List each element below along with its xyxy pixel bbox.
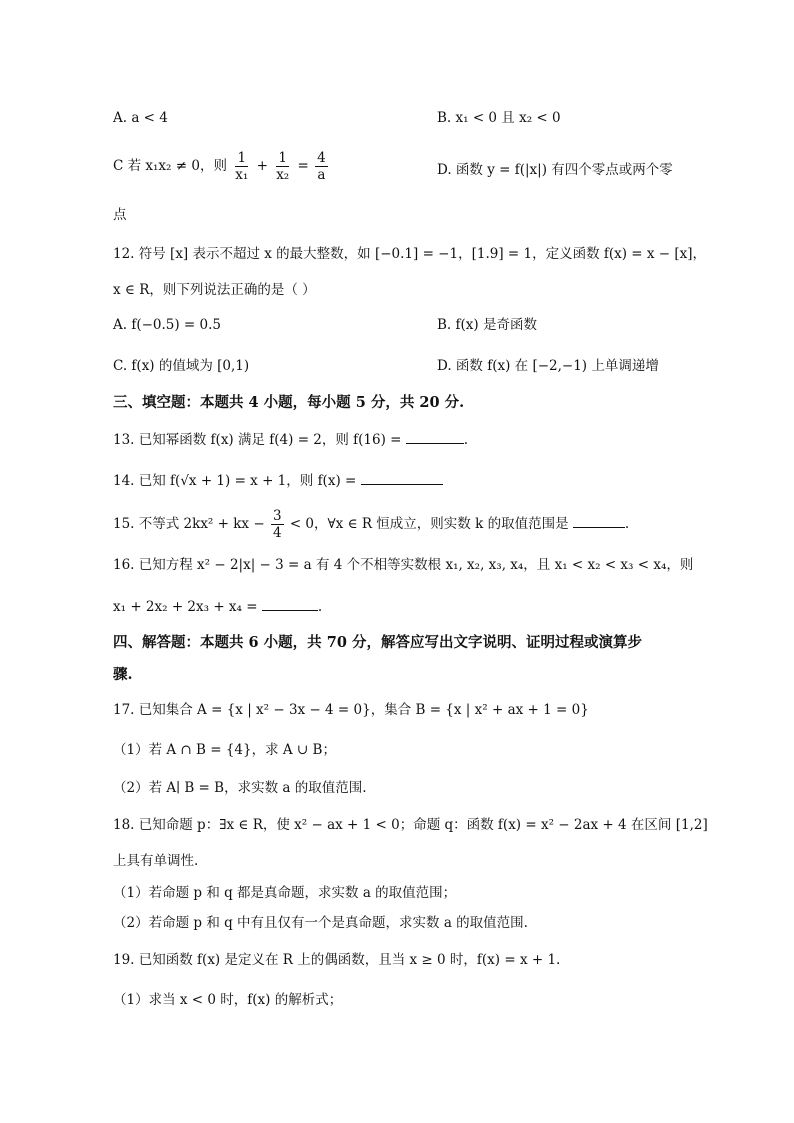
- q11-fraction-1: [233, 150, 250, 183]
- q17-part2: （2）若 A∣ B = B，求实数 a 的取值范围.: [113, 780, 367, 796]
- q18-stem-line1: 18. 已知命题 p：∃x ∈ R，使 x² − ax + 1 < 0；命题 q：函数 f(x) = x² − 2ax + 4 在区间 [1,2]: [113, 817, 708, 833]
- section-heading-answer-questions-continued: 骤.: [113, 666, 133, 683]
- q16-period: .: [317, 599, 323, 615]
- plus-sign: +: [256, 158, 268, 174]
- q11-option-c-text: C 若 x₁x₂ ≠ 0，则: [113, 158, 227, 174]
- q11-fraction-2: [274, 150, 291, 183]
- q11-option-d-continued: 点: [113, 207, 127, 223]
- q15-fraction: [271, 508, 284, 541]
- q19-stem: 19. 已知函数 f(x) 是定义在 R 上的偶函数，且当 x ≥ 0 时，f(x) = x + 1.: [113, 952, 561, 968]
- q16-stem-line2: [113, 596, 322, 617]
- q15-answer-blank[interactable]: [573, 513, 625, 528]
- section-heading-fill-in: 三、填空题：本题共 4 小题，每小题 5 分，共 20 分.: [113, 394, 465, 411]
- fraction-numerator: 1: [278, 150, 287, 166]
- q12-option-d: D. 函数 f(x) 在 [−2,−1) 上单调递增: [437, 358, 659, 374]
- equals-sign: =: [297, 158, 309, 174]
- q12-stem-line2: x ∈ R，则下列说法正确的是（ ）: [113, 282, 316, 298]
- q14-text: 14. 已知 f(√x + 1) = x + 1，则 f(x) =: [113, 473, 357, 489]
- q16-expression: x₁ + 2x₂ + 2x₃ + x₄ =: [113, 599, 258, 615]
- q17-stem: 17. 已知集合 A = {x | x² − 3x − 4 = 0}，集合 B = {x | x² + ax + 1 = 0}: [113, 702, 589, 718]
- q13: [113, 429, 468, 450]
- fraction-numerator: 1: [237, 150, 247, 166]
- q15: [113, 508, 629, 541]
- fraction-numerator: 4: [317, 150, 326, 166]
- q14: [113, 470, 443, 491]
- q11-option-b: B. x₁ < 0 且 x₂ < 0: [437, 110, 561, 126]
- q12-option-c: C. f(x) 的值域为 [0,1): [113, 358, 250, 374]
- q13-period: .: [463, 432, 469, 448]
- fraction-denominator: 4: [272, 525, 282, 541]
- q17-part1: （1）若 A ∩ B = {4}，求 A ∪ B；: [113, 742, 336, 758]
- q16-stem-line1: 16. 已知方程 x² − 2|x| − 3 = a 有 4 个不相等实数根 x₁, x₂, x₃, x₄，且 x₁ < x₂ < x₃ < x₄，则: [113, 557, 694, 573]
- q12-option-a: A. f(−0.5) = 0.5: [113, 317, 222, 333]
- q19-part1: （1）求当 x < 0 时，f(x) 的解析式；: [113, 992, 343, 1008]
- fraction-denominator: a: [317, 167, 326, 183]
- q14-answer-blank[interactable]: [361, 470, 443, 485]
- q18-stem-line2: 上具有单调性.: [113, 853, 199, 869]
- q11-option-a: A. a < 4: [113, 110, 168, 126]
- q15-text-post: < 0，∀x ∈ R 恒成立，则实数 k 的取值范围是: [289, 516, 569, 532]
- q13-answer-blank[interactable]: [406, 429, 464, 444]
- q12-option-b: B. f(x) 是奇函数: [437, 317, 537, 333]
- section-heading-answer-questions: 四、解答题：本题共 6 小题，共 70 分，解答应写出文字说明、证明过程或演算步: [113, 634, 642, 651]
- q13-text: 13. 已知幂函数 f(x) 满足 f(4) = 2，则 f(16) =: [113, 432, 402, 448]
- fraction-denominator: x₂: [276, 167, 290, 183]
- fraction-denominator: x₁: [235, 167, 249, 183]
- fraction-numerator: 3: [272, 508, 282, 524]
- q11-option-d: D. 函数 y = f(|x|) 有四个零点或两个零: [437, 162, 673, 178]
- q15-text-pre: 15. 不等式 2kx² + kx −: [113, 516, 265, 532]
- q11-fraction-3: [315, 150, 328, 183]
- q12-stem-line1: 12. 符号 [x] 表示不超过 x 的最大整数，如 [−0.1] = −1，[1.9] = 1，定义函数 f(x) = x − [x]，: [113, 246, 707, 262]
- q18-part1: （1）若命题 p 和 q 都是真命题，求实数 a 的取值范围；: [113, 885, 457, 901]
- q16-answer-blank[interactable]: [262, 596, 318, 611]
- q15-period: .: [624, 516, 630, 532]
- q18-part2: （2）若命题 p 和 q 中有且仅有一个是真命题，求实数 a 的取值范围.: [113, 915, 528, 931]
- q11-option-c: [113, 150, 330, 183]
